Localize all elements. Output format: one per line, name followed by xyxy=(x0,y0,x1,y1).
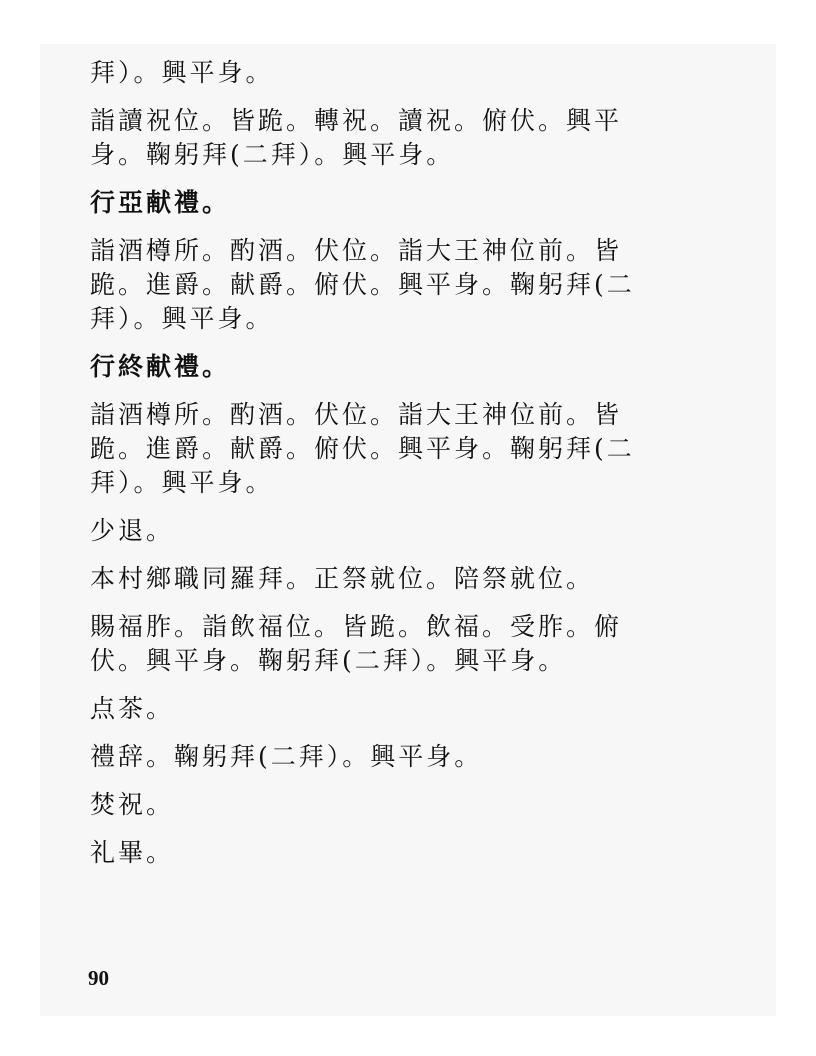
ritual-line-12: 焚祝。 xyxy=(90,790,175,819)
ritual-line-13: 礼畢。 xyxy=(90,838,175,867)
page-number: 90 xyxy=(88,966,109,990)
ritual-line-11: 禮辞。鞠躬拜(二拜）。興平身。 xyxy=(90,742,483,771)
ritual-line-2: 詣讀祝位。皆跪。轉祝。讀祝。俯伏。興平 身。鞠躬拜(二拜）。興平身。 xyxy=(90,106,623,169)
ritual-line-9: 賜福胙。詣飲福位。皆跪。飲福。受胙。俯 伏。興平身。鞠躬拜(二拜）。興平身。 xyxy=(90,612,623,675)
ritual-line-1: 拜）。興平身。 xyxy=(90,58,274,87)
ritual-line-10: 点茶。 xyxy=(90,694,175,723)
document-body xyxy=(90,56,730,884)
ritual-line-6: 詣酒樽所。酌酒。伏位。詣大王神位前。皆 跪。進爵。献爵。俯伏。興平身。鞠躬拜(二 拜）。興平身。 xyxy=(90,400,635,497)
section-heading-second-offering: 行亞献禮。 xyxy=(90,188,231,217)
ritual-line-4: 詣酒樽所。酌酒。伏位。詣大王神位前。皆 跪。進爵。献爵。俯伏。興平身。鞠躬拜(二 拜）。興平身。 xyxy=(90,236,635,333)
ritual-line-7: 少退。 xyxy=(90,516,175,545)
section-heading-final-offering: 行終献禮。 xyxy=(90,352,231,381)
ritual-line-8: 本村鄉職同羅拜。正祭就位。陪祭就位。 xyxy=(90,564,595,593)
